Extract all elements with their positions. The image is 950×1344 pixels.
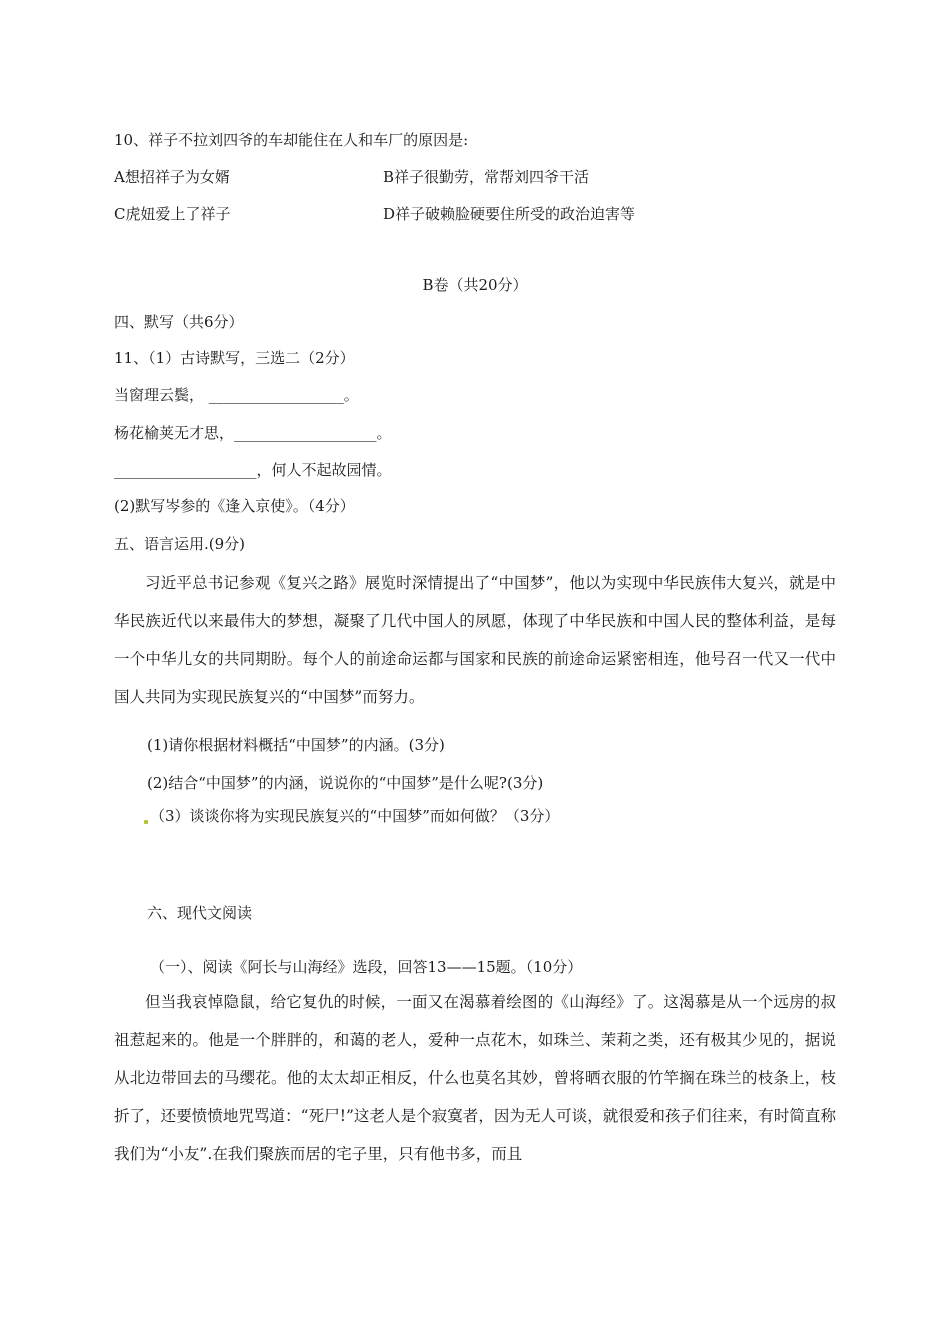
section-5-question-2: (2)结合“中国梦”的内涵，说说你的“中国梦”是什么呢?(3分)	[147, 774, 544, 792]
section-6-passage: 但当我哀悼隐鼠，给它复仇的时候，一面又在渴慕着绘图的《山海经》了。这渴慕是从一个远房的叔祖惹起来的。他是一个胖胖的，和蔼的老人，爱种一点花木，如珠兰、茉莉之类，还有极其少见的，据说从北边带回去的马缨花。他的太太却正相反，什么也莫名其妙，曾将晒衣服的竹竿搁在珠兰的枝条上，枝折了，还要愤愤地咒骂道：“死尸!”这老人是个寂寞者，因为无人可谈，就很爱和孩子们往来，有时简直称我们为“小友”.在我们聚族而居的宅子里，只有他书多，而且	[114, 993, 836, 1163]
question-10-stem: 10、祥子不拉刘四爷的车却能住在人和车厂的原因是:	[114, 131, 469, 149]
section-5-question-3: （3）谈谈你将为实现民族复兴的“中国梦”而如何做？（3分）	[150, 807, 560, 825]
poem-line-3: ___________________，何人不起故园情。	[114, 461, 392, 479]
question-11-part-2: (2)默写岑参的《逢入京使》。（4分）	[114, 497, 355, 515]
section-5-question-1: (1)请你根据材料概括“中国梦”的内涵。(3分)	[147, 736, 445, 754]
question-10-option-a: A想招祥子为女婿	[114, 168, 230, 186]
section-4-heading: 四、默写（共6分）	[114, 313, 244, 331]
question-11-title: 11、（1）古诗默写，三选二（2分）	[114, 349, 355, 367]
poem-line-1: 当窗理云鬓， __________________。	[114, 386, 359, 404]
poem-line-2: 杨花榆荚无才思，___________________。	[114, 424, 392, 442]
section-5-heading: 五、语言运用.(9分)	[114, 535, 246, 553]
section-6-sub-heading: （一）、阅读《阿长与山海经》选段，回答13——15题。（10分）	[150, 958, 583, 976]
question-10-option-d: D祥子破赖脸硬要住所受的政治迫害等	[383, 205, 636, 223]
section-b-title: B卷（共20分）	[422, 276, 528, 294]
question-10-option-c: C虎妞爱上了祥子	[114, 205, 231, 223]
section-6-heading: 六、现代文阅读	[147, 904, 253, 922]
question-10-option-b: B祥子很勤劳，常帮刘四爷干活	[383, 168, 590, 186]
section-5-passage: 习近平总书记参观《复兴之路》展览时深情提出了“中国梦”，他以为实现中华民族伟大复兴，就是中华民族近代以来最伟大的梦想，凝聚了几代中国人的夙愿，体现了中华民族和中国人民的整体利益，是每一个中华儿女的共同期盼。每个人的前途命运都与国家和民族的前途命运紧密相连，他号召一代又一代中国人共同为实现民族复兴的“中国梦”而努力。	[114, 574, 836, 706]
stray-mark	[144, 820, 148, 824]
